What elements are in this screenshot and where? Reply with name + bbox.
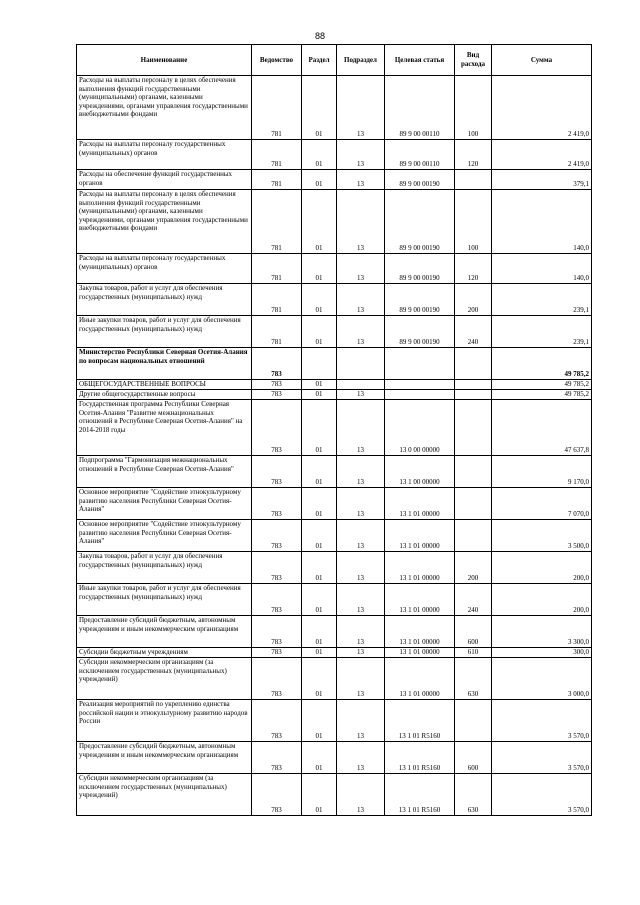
cell-target-article: 13 1 01 00000 (385, 584, 455, 616)
cell-sum: 49 785,2 (492, 380, 592, 390)
header-expense-type: Вид расхода (455, 45, 492, 76)
cell-vedomstvo: 781 (252, 254, 302, 284)
cell-razdel: 01 (302, 700, 337, 742)
header-podrazdel: Подраздел (337, 45, 385, 76)
table-row (77, 316, 592, 348)
cell-podrazdel: 13 (337, 456, 385, 488)
cell-razdel: 01 (302, 190, 337, 254)
cell-podrazdel: 13 (337, 700, 385, 742)
cell-sum: 300,0 (492, 648, 592, 658)
cell-name: Государственная программа Республики Северная Осетия-Алания "Развитие межнациональных отношений в Республике Северная Осетия-Алания" на 2014-2018 годы (77, 400, 252, 456)
cell-podrazdel: 13 (337, 284, 385, 316)
table-row (77, 390, 592, 400)
cell-sum: 239,1 (492, 316, 592, 348)
cell-razdel: 01 (302, 380, 337, 390)
cell-podrazdel: 13 (337, 616, 385, 648)
cell-name: Субсидии некоммерческим организациям (за исключением государственных (муниципальных) учреждений) (77, 658, 252, 700)
cell-vedomstvo: 783 (252, 456, 302, 488)
cell-podrazdel: 13 (337, 76, 385, 140)
cell-podrazdel: 13 (337, 520, 385, 552)
cell-razdel: 01 (302, 658, 337, 700)
cell-target-article: 89 9 00 00190 (385, 284, 455, 316)
page-number: 88 (314, 31, 325, 41)
cell-podrazdel: 13 (337, 400, 385, 456)
cell-podrazdel: 13 (337, 584, 385, 616)
cell-sum: 2 419,0 (492, 140, 592, 170)
cell-podrazdel: 13 (337, 316, 385, 348)
cell-target-article: 89 9 00 00190 (385, 254, 455, 284)
cell-razdel: 01 (302, 76, 337, 140)
table-row (77, 190, 592, 254)
cell-vedomstvo: 783 (252, 552, 302, 584)
table-row (77, 552, 592, 584)
cell-vedomstvo: 783 (252, 700, 302, 742)
cell-razdel: 01 (302, 488, 337, 520)
cell-sum: 47 637,8 (492, 400, 592, 456)
cell-podrazdel: 13 (337, 390, 385, 400)
table-row (77, 348, 592, 380)
cell-razdel: 01 (302, 140, 337, 170)
cell-sum: 49 785,2 (492, 390, 592, 400)
cell-razdel: 01 (302, 648, 337, 658)
cell-name: Субсидии некоммерческим организациям (за исключением государственных (муниципальных) учреждений) (77, 774, 252, 816)
table-row (77, 520, 592, 552)
header-vedomstvo: Ведомство (252, 45, 302, 76)
cell-expense-type: 600 (455, 742, 492, 774)
table-row (77, 76, 592, 140)
cell-name: Иные закупки товаров, работ и услуг для обеспечения государственных (муниципальных) нужд (77, 316, 252, 348)
table-row (77, 658, 592, 700)
cell-sum: 2 419,0 (492, 76, 592, 140)
cell-name: Подпрограмма "Гармонизация межнациональных отношений в Республике Северная Осетия-Алания" (77, 456, 252, 488)
cell-target-article: 13 1 01 00000 (385, 520, 455, 552)
cell-vedomstvo: 781 (252, 190, 302, 254)
cell-name: Предоставление субсидий бюджетным, автономным учреждениям и иным некоммерческим организациям (77, 616, 252, 648)
cell-expense-type (455, 520, 492, 552)
cell-expense-type (455, 488, 492, 520)
cell-vedomstvo: 781 (252, 284, 302, 316)
cell-podrazdel: 13 (337, 140, 385, 170)
cell-razdel: 01 (302, 170, 337, 190)
cell-podrazdel: 13 (337, 190, 385, 254)
cell-vedomstvo: 783 (252, 584, 302, 616)
table-row (77, 400, 592, 456)
cell-expense-type: 240 (455, 584, 492, 616)
cell-razdel: 01 (302, 742, 337, 774)
cell-target-article: 89 9 00 00110 (385, 140, 455, 170)
cell-sum: 49 785,2 (492, 348, 592, 380)
cell-name: Предоставление субсидий бюджетным, автономным учреждениям и иным некоммерческим организациям (77, 742, 252, 774)
cell-razdel: 01 (302, 520, 337, 552)
cell-target-article: 13 1 01 R5160 (385, 700, 455, 742)
cell-sum: 379,1 (492, 170, 592, 190)
cell-sum: 3 570,0 (492, 774, 592, 816)
cell-expense-type: 120 (455, 254, 492, 284)
cell-sum: 140,0 (492, 254, 592, 284)
cell-podrazdel: 13 (337, 742, 385, 774)
cell-sum: 3 570,0 (492, 700, 592, 742)
cell-vedomstvo: 781 (252, 316, 302, 348)
cell-name: Министерство Республики Северная Осетия-Алания по вопросам национальных отношений (77, 348, 252, 380)
cell-razdel: 01 (302, 254, 337, 284)
table-row (77, 254, 592, 284)
cell-sum: 200,0 (492, 552, 592, 584)
table-row (77, 380, 592, 390)
cell-expense-type (455, 390, 492, 400)
cell-expense-type: 630 (455, 658, 492, 700)
cell-target-article: 13 1 01 R5160 (385, 774, 455, 816)
cell-vedomstvo: 783 (252, 390, 302, 400)
cell-podrazdel: 13 (337, 658, 385, 700)
cell-vedomstvo: 783 (252, 520, 302, 552)
cell-sum: 3 500,0 (492, 520, 592, 552)
cell-target-article: 13 1 01 00000 (385, 648, 455, 658)
cell-target-article: 89 9 00 00190 (385, 170, 455, 190)
cell-razdel: 01 (302, 584, 337, 616)
cell-name: Субсидии бюджетным учреждениям (77, 648, 252, 658)
cell-expense-type: 100 (455, 190, 492, 254)
cell-vedomstvo: 783 (252, 616, 302, 648)
cell-expense-type: 200 (455, 284, 492, 316)
cell-sum: 7 070,0 (492, 488, 592, 520)
cell-expense-type: 200 (455, 552, 492, 584)
cell-expense-type: 100 (455, 76, 492, 140)
cell-sum: 239,1 (492, 284, 592, 316)
cell-target-article: 13 1 00 00000 (385, 456, 455, 488)
cell-name: Основное мероприятие "Содействие этнокультурному развитию населения Республики Северная Осетия-Алания" (77, 520, 252, 552)
cell-expense-type: 240 (455, 316, 492, 348)
table-row (77, 742, 592, 774)
cell-target-article: 13 1 01 R5160 (385, 742, 455, 774)
cell-razdel: 01 (302, 456, 337, 488)
cell-name: Расходы на выплаты персоналу в целях обеспечения выполнения функций государственными (муниципальными) органами, казенными учреждениями, органами управления государственными внебюджетными фондами (77, 76, 252, 140)
cell-target-article: 13 1 01 00000 (385, 488, 455, 520)
cell-name: Основное мероприятие "Содействие этнокультурному развитию населения Республики Северная Осетия-Алания" (77, 488, 252, 520)
table-row (77, 284, 592, 316)
table-row (77, 584, 592, 616)
cell-target-article (385, 390, 455, 400)
cell-razdel: 01 (302, 390, 337, 400)
cell-vedomstvo: 783 (252, 348, 302, 380)
cell-target-article: 13 1 01 00000 (385, 658, 455, 700)
cell-target-article (385, 348, 455, 380)
cell-expense-type (455, 170, 492, 190)
cell-vedomstvo: 781 (252, 140, 302, 170)
cell-razdel (302, 348, 337, 380)
cell-vedomstvo: 783 (252, 774, 302, 816)
cell-target-article: 89 9 00 00110 (385, 76, 455, 140)
cell-expense-type (455, 380, 492, 390)
cell-vedomstvo: 783 (252, 380, 302, 390)
cell-podrazdel: 13 (337, 488, 385, 520)
cell-sum: 140,0 (492, 190, 592, 254)
cell-name: Расходы на выплаты персоналу государственных (муниципальных) органов (77, 254, 252, 284)
cell-razdel: 01 (302, 616, 337, 648)
table-row (77, 170, 592, 190)
cell-target-article: 89 9 00 00190 (385, 190, 455, 254)
cell-expense-type (455, 348, 492, 380)
cell-podrazdel: 13 (337, 774, 385, 816)
cell-vedomstvo: 783 (252, 648, 302, 658)
table-row (77, 774, 592, 816)
cell-vedomstvo: 783 (252, 742, 302, 774)
cell-razdel: 01 (302, 552, 337, 584)
cell-sum: 3 000,0 (492, 658, 592, 700)
cell-vedomstvo: 781 (252, 170, 302, 190)
cell-name: Иные закупки товаров, работ и услуг для обеспечения государственных (муниципальных) нужд (77, 584, 252, 616)
cell-vedomstvo: 783 (252, 488, 302, 520)
cell-sum: 9 170,0 (492, 456, 592, 488)
cell-razdel: 01 (302, 316, 337, 348)
cell-target-article (385, 380, 455, 390)
cell-podrazdel: 13 (337, 254, 385, 284)
cell-name: Реализация мероприятий по укреплению единства российской нации и этнокультурному развитию народов России (77, 700, 252, 742)
table-row (77, 488, 592, 520)
cell-expense-type: 600 (455, 616, 492, 648)
header-name: Наименование (77, 45, 252, 76)
cell-name: Закупка товаров, работ и услуг для обеспечения государственных (муниципальных) нужд (77, 552, 252, 584)
cell-name: Расходы на выплаты персоналу государственных (муниципальных) органов (77, 140, 252, 170)
cell-expense-type (455, 700, 492, 742)
cell-expense-type: 630 (455, 774, 492, 816)
cell-target-article: 13 1 01 00000 (385, 552, 455, 584)
header-row (77, 45, 592, 76)
cell-name: Расходы на обеспечение функций государственных органов (77, 170, 252, 190)
cell-target-article: 89 9 00 00190 (385, 316, 455, 348)
cell-sum: 200,0 (492, 584, 592, 616)
cell-razdel: 01 (302, 400, 337, 456)
cell-expense-type: 120 (455, 140, 492, 170)
header-target-article: Целевая статья (385, 45, 455, 76)
cell-podrazdel: 13 (337, 170, 385, 190)
table-row (77, 140, 592, 170)
cell-target-article: 13 0 00 00000 (385, 400, 455, 456)
cell-podrazdel (337, 348, 385, 380)
table-row (77, 616, 592, 648)
header-sum: Сумма (492, 45, 592, 76)
cell-expense-type (455, 456, 492, 488)
cell-razdel: 01 (302, 284, 337, 316)
cell-vedomstvo: 781 (252, 76, 302, 140)
cell-target-article: 13 1 01 00000 (385, 616, 455, 648)
cell-vedomstvo: 783 (252, 658, 302, 700)
cell-expense-type (455, 400, 492, 456)
cell-name: Закупка товаров, работ и услуг для обеспечения государственных (муниципальных) нужд (77, 284, 252, 316)
table-row (77, 648, 592, 658)
cell-sum: 3 570,0 (492, 742, 592, 774)
table-row (77, 700, 592, 742)
cell-podrazdel (337, 380, 385, 390)
cell-name: Другие общегосударственные вопросы (77, 390, 252, 400)
cell-vedomstvo: 783 (252, 400, 302, 456)
table-row (77, 456, 592, 488)
header-razdel: Раздел (302, 45, 337, 76)
cell-sum: 3 300,0 (492, 616, 592, 648)
cell-expense-type: 610 (455, 648, 492, 658)
cell-name: ОБЩЕГОСУДАРСТВЕННЫЕ ВОПРОСЫ (77, 380, 252, 390)
cell-podrazdel: 13 (337, 552, 385, 584)
cell-razdel: 01 (302, 774, 337, 816)
cell-podrazdel: 13 (337, 648, 385, 658)
cell-name: Расходы на выплаты персоналу в целях обеспечения выполнения функций государственными (муниципальными) органами, казенными учреждениями, органами управления государственными внебюджетными фондами (77, 190, 252, 254)
budget-table (76, 44, 592, 816)
